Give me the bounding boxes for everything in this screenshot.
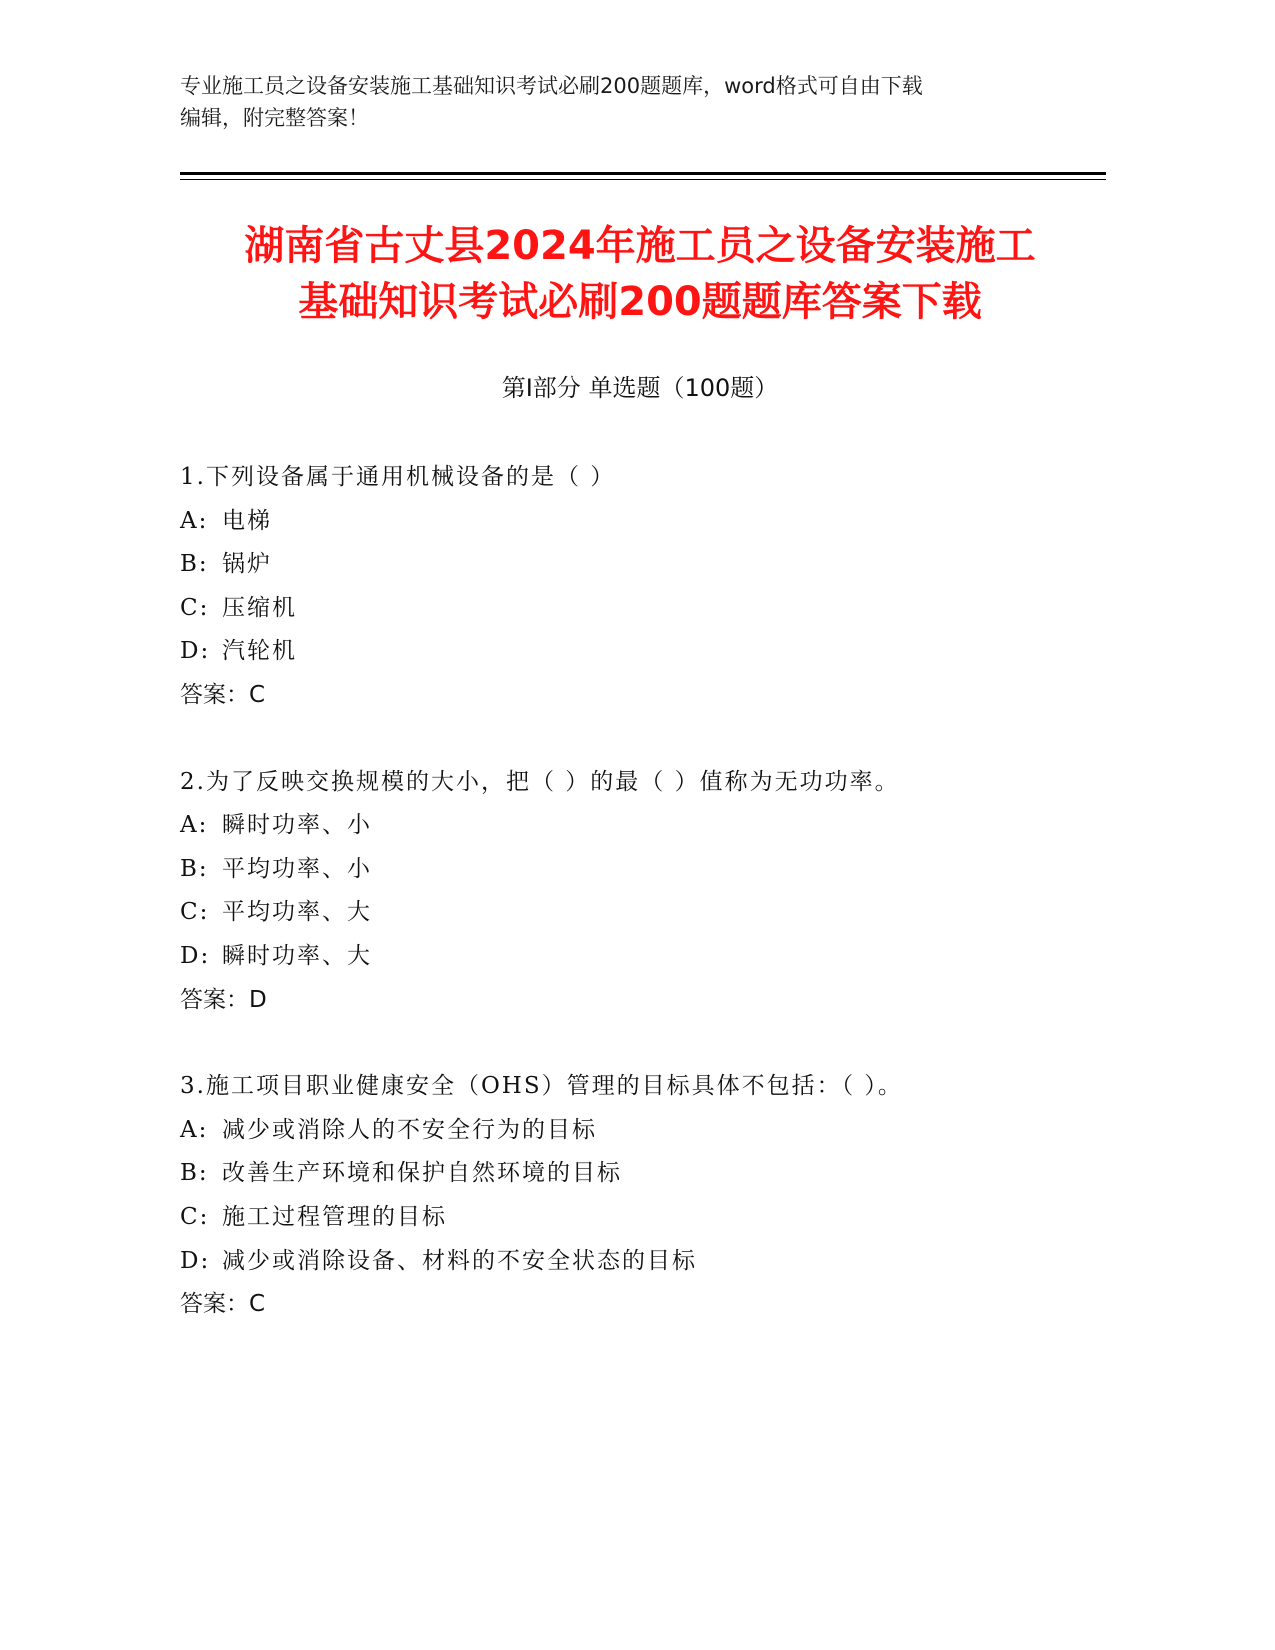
header-note xyxy=(180,70,1060,134)
option-text: 电梯 xyxy=(222,507,272,534)
option-key: A: xyxy=(180,507,209,534)
option-a xyxy=(180,804,1110,848)
document-title-line-2: 基础知识考试必刷200题题库答案下载 xyxy=(298,279,982,325)
option-text: 平均功率、大 xyxy=(222,899,372,926)
question-list xyxy=(180,456,1110,1327)
option-text: 减少或消除人的不安全行为的目标 xyxy=(222,1116,597,1143)
answer-line: 答案：C xyxy=(180,681,266,708)
option-text: 平均功率、小 xyxy=(222,855,372,882)
section-heading: 第Ⅰ部分 单选题（100题） xyxy=(501,374,779,402)
question-item xyxy=(180,456,1110,718)
option-a xyxy=(180,500,1110,544)
option-text: 改善生产环境和保护自然环境的目标 xyxy=(222,1160,622,1187)
option-key: C: xyxy=(180,899,210,926)
option-text: 汽轮机 xyxy=(222,638,297,665)
option-key: B: xyxy=(180,1160,209,1187)
option-text: 施工过程管理的目标 xyxy=(222,1203,447,1230)
question-stem: 1.下列设备属于通用机械设备的是（ ） xyxy=(180,464,616,490)
option-a xyxy=(180,1109,1110,1153)
option-text: 锅炉 xyxy=(222,551,272,578)
option-b xyxy=(180,1152,1110,1196)
question-item xyxy=(180,1065,1110,1327)
header-note-line-1: 专业施工员之设备安装施工基础知识考试必刷200题题库，word格式可自由下载 xyxy=(180,74,923,98)
option-key: A: xyxy=(180,812,209,839)
option-key: B: xyxy=(180,855,209,882)
answer-line: 答案：D xyxy=(180,986,267,1013)
question-stem: 3.施工项目职业健康安全（OHS）管理的目标具体不包括：（ ）。 xyxy=(180,1073,903,1100)
header-note-line-2: 编辑，附完整答案！ xyxy=(180,106,369,130)
question-stem: 2.为了反映交换规模的大小，把（ ）的最（ ）值称为无功功率。 xyxy=(180,768,900,795)
answer-line: 答案：C xyxy=(180,1291,266,1318)
question-item xyxy=(180,761,1110,1023)
option-text: 瞬时功率、小 xyxy=(222,812,372,839)
option-b xyxy=(180,848,1110,892)
option-d xyxy=(180,1240,1110,1284)
option-b xyxy=(180,543,1110,587)
document-title xyxy=(140,218,1140,330)
option-key: D: xyxy=(180,1247,211,1274)
document-title-line-1: 湖南省古丈县2024年施工员之设备安装施工 xyxy=(244,223,1036,269)
option-c xyxy=(180,891,1110,935)
option-key: A: xyxy=(180,1116,209,1143)
option-c xyxy=(180,587,1110,631)
option-key: D: xyxy=(180,942,211,969)
option-key: B: xyxy=(180,551,209,578)
option-d xyxy=(180,630,1110,674)
header-divider-thin xyxy=(180,179,1106,180)
option-text: 瞬时功率、大 xyxy=(222,942,372,969)
option-key: C: xyxy=(180,594,210,621)
option-text: 压缩机 xyxy=(222,594,297,621)
option-key: C: xyxy=(180,1203,210,1230)
header-divider-thick xyxy=(180,172,1106,175)
option-c xyxy=(180,1196,1110,1240)
option-d xyxy=(180,935,1110,979)
option-text: 减少或消除设备、材料的不安全状态的目标 xyxy=(222,1247,697,1274)
option-key: D: xyxy=(180,638,211,665)
